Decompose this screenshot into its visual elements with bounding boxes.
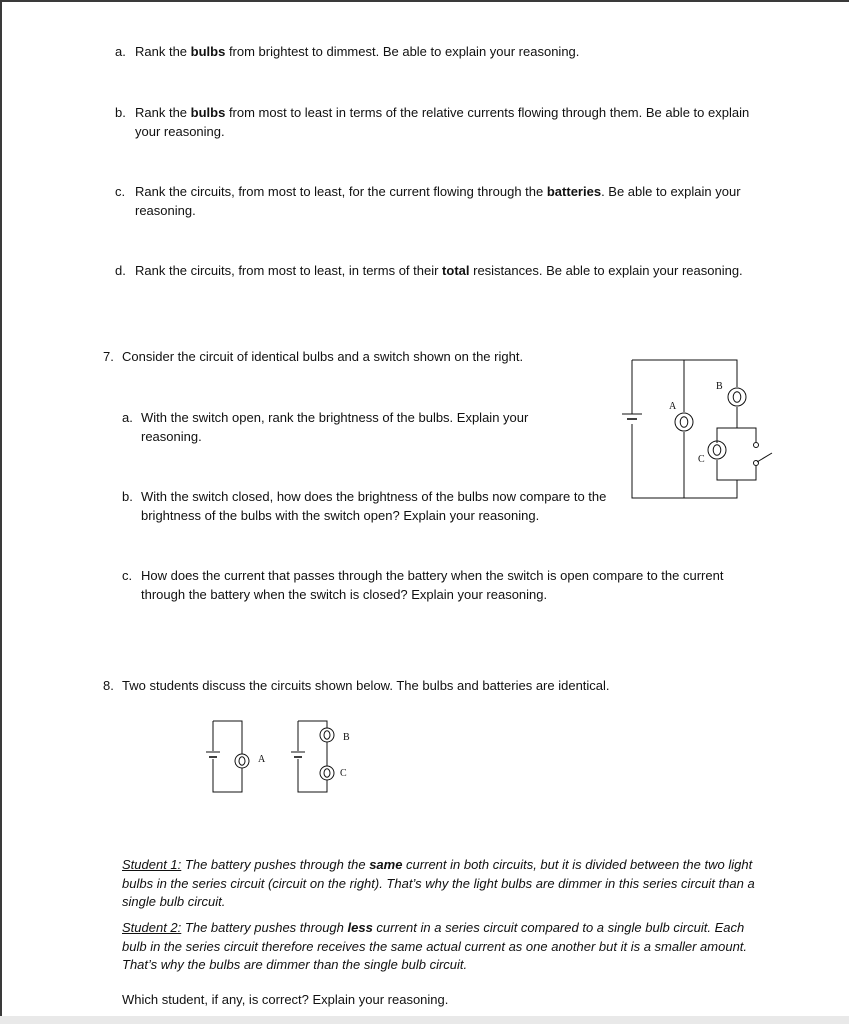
q6-d-label: d. — [115, 263, 126, 278]
q8-stem — [103, 677, 743, 696]
q6-c-label: c. — [115, 184, 126, 199]
q7-a-label: a. — [122, 410, 133, 425]
q6-b-bold: bulbs — [190, 105, 226, 120]
student-1-label: Student 1: — [122, 857, 182, 872]
student-1-text1: The battery pushes through the — [181, 857, 370, 872]
q6-a-bold: bulbs — [190, 44, 226, 59]
q6-part-d — [115, 262, 745, 281]
q7-wire-c-to-switch — [717, 460, 756, 480]
student-2-bold: less — [347, 920, 373, 935]
q7-label-a: A — [669, 401, 677, 412]
q6-b-label: b. — [115, 105, 126, 120]
q8-circuits-diagram — [200, 716, 360, 806]
q7-label-b: B — [716, 381, 723, 392]
q8-right-wire-lower — [298, 759, 327, 792]
page-bottom-edge — [0, 1016, 849, 1024]
student-2-text2: current in a series circuit compared to a single bulb circuit. Each bulb in the series circuit therefore receives the same actual current as one another but it is a smaller amount. That’s why the bulbs are dimmer than the single bulb circuit. — [122, 920, 748, 972]
q7-label-c: C — [698, 454, 705, 465]
bulb-b-icon — [728, 388, 746, 406]
q8-number: 8. — [103, 678, 114, 693]
q8-label-a: A — [258, 754, 266, 765]
q6-b-text2: from most to least in terms of the relative currents flowing through them. Be able to explain your reasoning. — [135, 105, 750, 139]
q8-final-question — [122, 991, 762, 1010]
q8-final-question-text: Which student, if any, is correct? Explain your reasoning. — [122, 992, 449, 1007]
q6-a-text1: Rank the — [135, 44, 191, 59]
q7-stem — [103, 348, 603, 367]
q8-bulb-c-icon — [320, 766, 334, 780]
q7-part-b — [122, 488, 637, 525]
q7-wire-b-to-c — [717, 407, 737, 443]
student-1-text2: current in both circuits, but it is divided between the two light bulbs in the series circuit (circuit on the right). That’s why the light bulbs are dimmer in this series circuit than a single bulb circuit. — [122, 857, 755, 909]
q7-stem-text: Consider the circuit of identical bulbs and a switch shown on the right. — [122, 349, 524, 364]
q6-c-text2: . Be able to explain your reasoning. — [135, 184, 741, 218]
q7-part-a — [122, 409, 582, 446]
q8-left-wire-lower — [213, 759, 242, 792]
q6-c-text1: Rank the circuits, from most to least, for the current flowing through the — [135, 184, 547, 199]
q8-left-wire-top — [213, 721, 242, 754]
bulb-a-icon — [675, 413, 693, 431]
q6-part-a — [115, 43, 755, 62]
student-2-statement — [122, 919, 762, 975]
bulb-c-icon — [708, 441, 726, 459]
q7-b-text: With the switch closed, how does the brightness of the bulbs now compare to the brightness of the bulbs with the switch open? Explain your reasoning. — [141, 489, 607, 523]
q7-b-label: b. — [122, 489, 133, 504]
q7-a-text: With the switch open, rank the brightness of the bulbs. Explain your reasoning. — [141, 410, 529, 444]
q8-label-c: C — [340, 768, 347, 779]
q6-part-b — [115, 104, 755, 141]
q6-part-c — [115, 183, 745, 220]
q8-label-b: B — [343, 732, 350, 743]
q6-a-label: a. — [115, 44, 126, 59]
q7-number: 7. — [103, 349, 114, 364]
q7-circuit-diagram — [600, 350, 790, 510]
page-border-left — [0, 0, 2, 1024]
switch-icon — [754, 443, 773, 466]
student-1-statement — [122, 856, 762, 912]
q7-part-c — [122, 567, 742, 604]
q6-d-text1: Rank the circuits, from most to least, in terms of their — [135, 263, 443, 278]
q7-wire-switch-upper — [737, 428, 756, 442]
q7-c-text: How does the current that passes through the battery when the switch is open compare to the current through the battery when the switch is closed? Explain your reasoning. — [141, 568, 724, 602]
q8-bulb-b-icon — [320, 728, 334, 742]
q8-bulb-a-icon — [235, 754, 249, 768]
page-border-top — [0, 0, 849, 2]
student-2-label: Student 2: — [122, 920, 182, 935]
q6-d-bold: total — [442, 263, 470, 278]
q6-b-text1: Rank the — [135, 105, 191, 120]
student-2-text1: The battery pushes through — [181, 920, 348, 935]
q8-stem-text: Two students discuss the circuits shown below. The bulbs and batteries are identical. — [122, 678, 610, 693]
q6-a-text2: from brightest to dimmest. Be able to explain your reasoning. — [225, 44, 580, 59]
student-1-bold: same — [369, 857, 403, 872]
q6-c-bold: batteries — [546, 184, 602, 199]
q6-d-text2: resistances. Be able to explain your reasoning. — [469, 263, 743, 278]
q7-c-label: c. — [122, 568, 133, 583]
q8-right-wire-top — [298, 721, 327, 728]
